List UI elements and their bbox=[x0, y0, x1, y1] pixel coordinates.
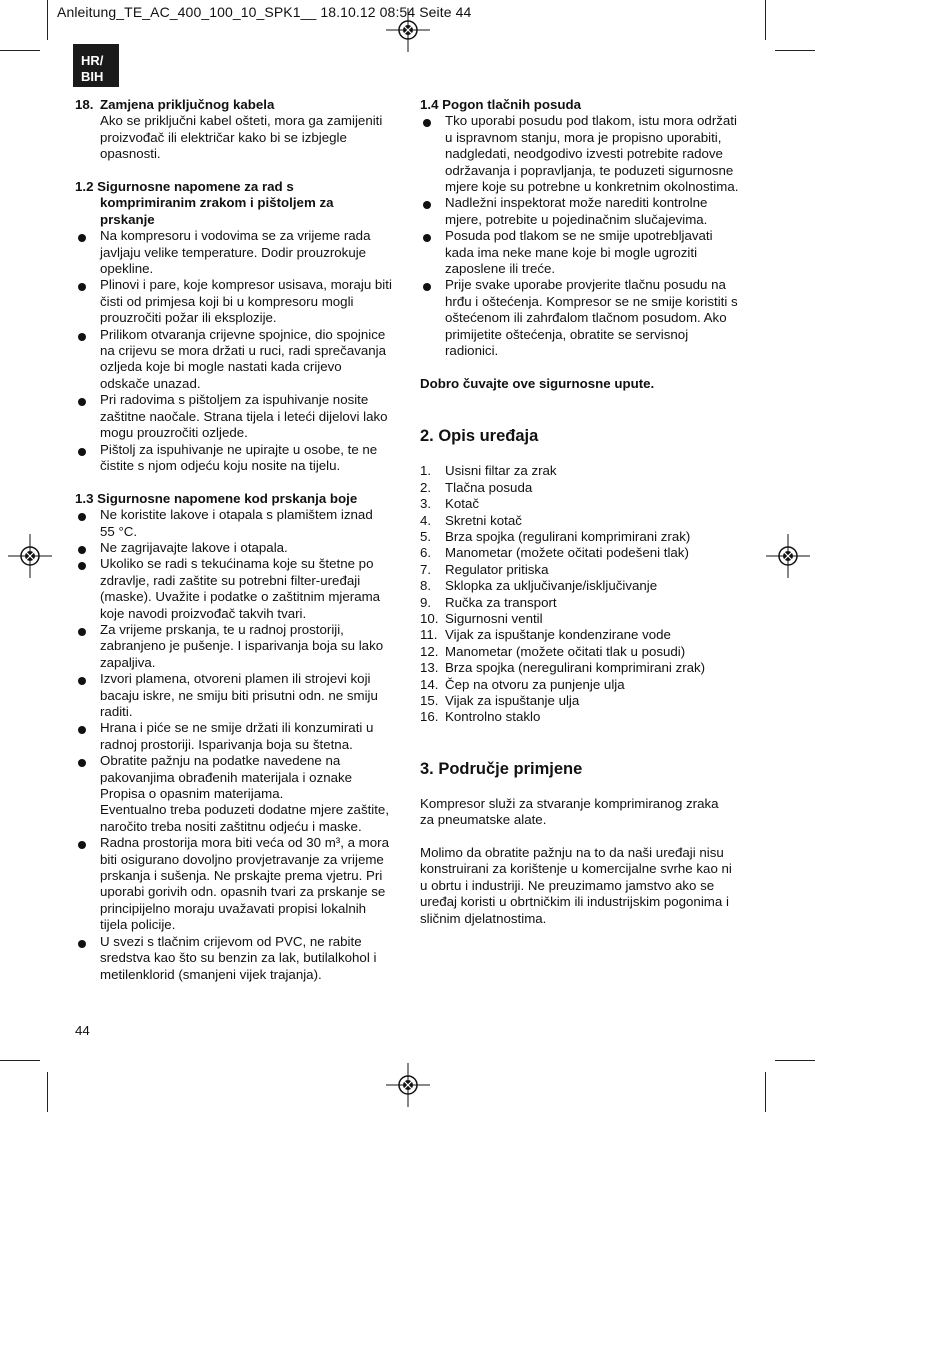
text-line: 55 °C. bbox=[100, 523, 138, 539]
text-line: zapaljiva. bbox=[100, 654, 156, 670]
text-line: kada ima neke mane koje bi mogle ugroziti bbox=[445, 244, 698, 260]
list-text: Kontrolno staklo bbox=[445, 709, 541, 725]
text-line: Ne zagrijavajte lakove i otapala. bbox=[100, 539, 288, 555]
section-heading: 3. Područje primjene bbox=[420, 759, 583, 778]
section-title: 1.3 Sigurnosne napomene kod prskanja boje bbox=[75, 490, 358, 506]
bullet-item bbox=[420, 277, 750, 359]
bullet-item bbox=[420, 228, 750, 277]
parts-list-item bbox=[420, 595, 750, 611]
text-line: Radna prostorija mora biti veća od 30 m³, a mora bbox=[100, 835, 389, 851]
text-line: ozljeda koje bi mogle nastati kada crijevo bbox=[100, 359, 342, 375]
parts-list bbox=[420, 463, 750, 726]
text-line: zaštitne naočale. Strana tijela i leteći dijelovi lako bbox=[100, 408, 388, 424]
list-number: 1. bbox=[420, 463, 432, 479]
text-line: pakovanjima obrađenih materijala i oznake bbox=[100, 769, 353, 785]
bullet-item bbox=[75, 671, 395, 720]
bullet-item bbox=[75, 720, 395, 753]
bullet-item bbox=[75, 753, 395, 835]
text-line: Posuda pod tlakom se ne smije upotrebljavati bbox=[445, 228, 713, 244]
parts-list-item bbox=[420, 545, 750, 561]
text-line: koje navodi proizvođač takvih tvari. bbox=[100, 605, 307, 621]
text-line: primijetite oštećenja, obratite se servisnoj bbox=[445, 326, 689, 342]
list-text: Manometar (možete očitati tlak u posudi) bbox=[445, 643, 686, 659]
text-line: zdravlje, radi zaštite su potrebni filter-uređaji bbox=[100, 572, 361, 588]
text-line: mjere koje su potrebne u konkretnim okolnostima. bbox=[445, 179, 739, 195]
text-line: odskače unazad. bbox=[100, 375, 201, 391]
text-line: uređaj koristi u obrtničkim ili industrijskim pogonima i bbox=[420, 894, 729, 910]
registration-mark-icon bbox=[386, 1063, 430, 1107]
text-line: Hrana i piće se ne smije držati ili konzumirati u bbox=[100, 720, 374, 736]
text-line: održavanja i popravljanja, te poduzeti sigurnosne bbox=[445, 162, 734, 178]
list-text: Kotač bbox=[445, 496, 480, 512]
list-text: Sklopka za uključivanje/isključivanje bbox=[445, 578, 658, 594]
crop-mark bbox=[47, 1072, 48, 1112]
list-number: 7. bbox=[420, 561, 432, 577]
text-line: čistite s njom odjeću koju nosite na tijelu. bbox=[100, 457, 341, 473]
text-line: u ispravnom stanju, mora je propisno uporabiti, bbox=[445, 129, 722, 145]
list-number: 2. bbox=[420, 479, 432, 495]
text-line: sličnim djelatnostima. bbox=[420, 910, 547, 926]
parts-list-item bbox=[420, 644, 750, 660]
text-line: Obratite pažnju na podatke navedene na bbox=[100, 753, 341, 769]
list-number: 14. bbox=[420, 676, 439, 692]
text-line: Na kompresoru i vodovima se za vrijeme rada bbox=[100, 228, 371, 244]
list-text: Brza spojka (neregulirani komprimirani zrak) bbox=[445, 660, 706, 676]
list-number: 10. bbox=[420, 610, 439, 626]
text-line: biti osigurano dovoljno provjetravanje za vrijeme bbox=[100, 851, 384, 867]
text-line: oštećenom ili zahrđalom tlačnom posudom. Ako bbox=[445, 310, 727, 326]
text-line: Za vrijeme prskanja, te u radnoj prostoriji, bbox=[100, 621, 344, 637]
list-number: 3. bbox=[420, 496, 432, 512]
bullet-item bbox=[75, 835, 395, 933]
section-title: 1.2 Sigurnosne napomene za rad s bbox=[75, 179, 294, 195]
list-text: Brza spojka (regulirani komprimirani zrak) bbox=[445, 528, 691, 544]
text-line: nadgledati, neodgodivo izvesti potrebite radove bbox=[445, 146, 723, 162]
parts-list-item bbox=[420, 513, 750, 529]
crop-mark bbox=[775, 1060, 815, 1061]
text-line: Ako se priključni kabel ošteti, mora ga zamijeniti bbox=[100, 113, 383, 129]
parts-list-item bbox=[420, 496, 750, 512]
list-text: Vijak za ispuštanje ulja bbox=[445, 692, 580, 708]
bullet-item bbox=[75, 277, 395, 326]
list-number: 9. bbox=[420, 594, 432, 610]
crop-mark bbox=[765, 0, 766, 40]
text-line: Eventualno treba poduzeti dodatne mjere zaštite, bbox=[100, 802, 390, 818]
list-number: 15. bbox=[420, 692, 439, 708]
section-18 bbox=[75, 97, 395, 163]
registration-mark-icon bbox=[8, 534, 52, 578]
bullet-item bbox=[75, 540, 395, 556]
text-line: na crijevu se mora držati u ruci, radi sprečavanja bbox=[100, 343, 387, 359]
text-line: konstruirani za korištenje u komercijalne svrhe kao ni bbox=[420, 861, 732, 877]
language-badge-line: BIH bbox=[81, 69, 104, 84]
list-text: Skretni kotač bbox=[445, 512, 522, 528]
text-line: Ukoliko se radi s tekućinama koje su štetne po bbox=[100, 556, 374, 572]
text-line: hrđu i oštećenja. Kompresor se ne smije koristiti s bbox=[445, 293, 738, 309]
crop-mark bbox=[765, 1072, 766, 1112]
language-badge bbox=[73, 44, 119, 87]
list-number: 6. bbox=[420, 545, 432, 561]
parts-list-item bbox=[420, 480, 750, 496]
crop-mark bbox=[47, 0, 48, 40]
parts-list-item bbox=[420, 677, 750, 693]
list-text: Manometar (možete očitati podešeni tlak) bbox=[445, 545, 689, 561]
parts-list-item bbox=[420, 660, 750, 676]
section-title: prskanje bbox=[100, 211, 155, 227]
list-number: 13. bbox=[420, 660, 439, 676]
bullet-item bbox=[75, 507, 395, 540]
text-line: raditi. bbox=[100, 704, 133, 719]
section-3 bbox=[420, 759, 750, 927]
text-line: proizvođač ili električar kako bi se izbjegle bbox=[100, 129, 347, 145]
bullet-item bbox=[75, 327, 395, 393]
section-2 bbox=[420, 426, 750, 726]
text-line: mjere, potrebite u pojedinačnim slučajevima. bbox=[445, 211, 708, 227]
list-text: Tlačna posuda bbox=[445, 479, 533, 495]
parts-list-item bbox=[420, 578, 750, 594]
list-text: Sigurnosni ventil bbox=[445, 610, 543, 626]
list-text: Ručka za transport bbox=[445, 594, 557, 610]
bullet-item bbox=[75, 556, 395, 622]
list-text: Usisni filtar za zrak bbox=[445, 463, 557, 479]
section-1-4 bbox=[420, 97, 750, 392]
text-line: opekline. bbox=[100, 261, 154, 277]
parts-list-item bbox=[420, 529, 750, 545]
section-1-3 bbox=[75, 491, 395, 983]
registration-mark-icon bbox=[386, 8, 430, 52]
text-line: zaposlene ili treće. bbox=[445, 261, 556, 277]
crop-mark bbox=[0, 50, 40, 51]
bullet-item bbox=[420, 195, 750, 228]
text-line: U svezi s tlačnim crijevom od PVC, ne rabite bbox=[100, 933, 362, 949]
section-number: 18. bbox=[75, 97, 94, 112]
text-line: Prije svake uporabe provjerite tlačnu posudu na bbox=[445, 277, 726, 293]
text-line: Molimo da obratite pažnju na to da naši uređaji nisu bbox=[420, 845, 724, 860]
text-line: radnoj prostoriji. Isparivanja boja su štetna. bbox=[100, 736, 353, 752]
section-1-2 bbox=[75, 179, 395, 474]
text-line: opasnosti. bbox=[100, 146, 161, 162]
text-line: principijelno moraju uvažavati propisi lokalnih bbox=[100, 900, 367, 916]
keep-instructions-note: Dobro čuvajte ove sigurnosne upute. bbox=[420, 375, 655, 391]
crop-mark bbox=[775, 50, 815, 51]
list-number: 11. bbox=[420, 627, 438, 643]
text-line: za pneumatske alate. bbox=[420, 812, 547, 828]
bullet-item bbox=[75, 392, 395, 441]
parts-list-item bbox=[420, 627, 750, 643]
parts-list-item bbox=[420, 463, 750, 479]
text-line: Pri radovima s pištoljem za ispuhivanje nosite bbox=[100, 392, 369, 408]
crop-mark bbox=[0, 1060, 40, 1061]
section-title: Zamjena priključnog kabela bbox=[100, 97, 275, 112]
text-line: Propisa o opasnim materijama. bbox=[100, 786, 284, 802]
text-line: prouzročiti požar ili eksplozije. bbox=[100, 310, 277, 326]
list-number: 5. bbox=[420, 528, 432, 544]
registration-mark-icon bbox=[766, 534, 810, 578]
bullet-item bbox=[75, 622, 395, 671]
text-line: radionici. bbox=[445, 343, 499, 359]
page-number: 44 bbox=[75, 1023, 90, 1038]
text-line: Kompresor služi za stvaranje komprimiranog zraka bbox=[420, 795, 719, 811]
text-line: prskanja i sušenja. Ne prskajte prema vjetru. Pri bbox=[100, 868, 383, 884]
list-number: 8. bbox=[420, 578, 432, 594]
text-line: Pištolj za ispuhivanje ne upirajte u osobe, te ne bbox=[100, 441, 378, 457]
list-text: Vijak za ispuštanje kondenzirane vode bbox=[445, 627, 671, 643]
parts-list-item bbox=[420, 693, 750, 709]
bullet-item bbox=[75, 442, 395, 475]
section-title: komprimiranim zrakom i pištoljem za bbox=[100, 195, 334, 211]
text-line: čisti od primjesa koji bi u kompresoru mogli bbox=[100, 293, 354, 309]
text-line: bacaju iskre, ne smiju biti prisutni odn. ne smiju bbox=[100, 687, 378, 703]
right-column bbox=[420, 97, 750, 927]
list-number: 16. bbox=[420, 709, 439, 725]
text-line: mogu prouzročiti ozljede. bbox=[100, 425, 248, 441]
text-line: Prilikom otvaranja crijevne spojnice, dio spojnice bbox=[100, 326, 386, 342]
list-number: 12. bbox=[420, 643, 439, 659]
file-info-line: Anleitung_TE_AC_400_100_10_SPK1__ 18.10.12 08:54 Seite 44 bbox=[57, 4, 472, 20]
text-line: zabranjeno je pušenje. I isparivanja boja su lako bbox=[100, 638, 384, 654]
parts-list-item bbox=[420, 709, 750, 725]
text-line: u obrtu i industriji. Ne preuzimamo jamstvo ako se bbox=[420, 877, 715, 893]
section-title: 1.4 Pogon tlačnih posuda bbox=[420, 97, 582, 112]
list-text: Čep na otvoru za punjenje ulja bbox=[445, 676, 625, 692]
text-line: sredstva kao što su benzin za lak, butilalkohol i bbox=[100, 950, 377, 966]
left-column bbox=[75, 97, 395, 983]
text-line: naročito treba nositi zaštitnu odjeću i maske. bbox=[100, 818, 362, 834]
text-line: javljaju velike temperature. Dodir prouzrokuje bbox=[100, 244, 367, 260]
text-line: metilenklorid (smanjeni vijek trajanja). bbox=[100, 966, 322, 982]
bullet-item bbox=[75, 934, 395, 983]
parts-list-item bbox=[420, 611, 750, 627]
text-line: tijela policije. bbox=[100, 917, 176, 933]
text-line: uporabi gorivih odn. opasnih tvari za prskanje se bbox=[100, 884, 386, 900]
text-line: Tko uporabi posudu pod tlakom, istu mora održati bbox=[445, 113, 737, 129]
parts-list-item bbox=[420, 562, 750, 578]
bullet-item bbox=[75, 228, 395, 277]
section-heading: 2. Opis uređaja bbox=[420, 427, 539, 446]
language-badge-line: HR/ bbox=[81, 53, 104, 68]
bullet-item bbox=[420, 113, 750, 195]
text-line: Nadležni inspektorat može narediti kontrolne bbox=[445, 195, 708, 211]
text-line: Ne koristite lakove i otapala s plamištem iznad bbox=[100, 507, 373, 523]
text-line: (maske). Uvažite i podatke o zaštitnim mjerama bbox=[100, 589, 381, 605]
text-line: Izvori plamena, otvoreni plamen ili strojevi koji bbox=[100, 671, 371, 687]
list-number: 4. bbox=[420, 512, 432, 528]
text-line: Plinovi i pare, koje kompresor usisava, moraju biti bbox=[100, 277, 392, 293]
list-text: Regulator pritiska bbox=[445, 561, 549, 577]
